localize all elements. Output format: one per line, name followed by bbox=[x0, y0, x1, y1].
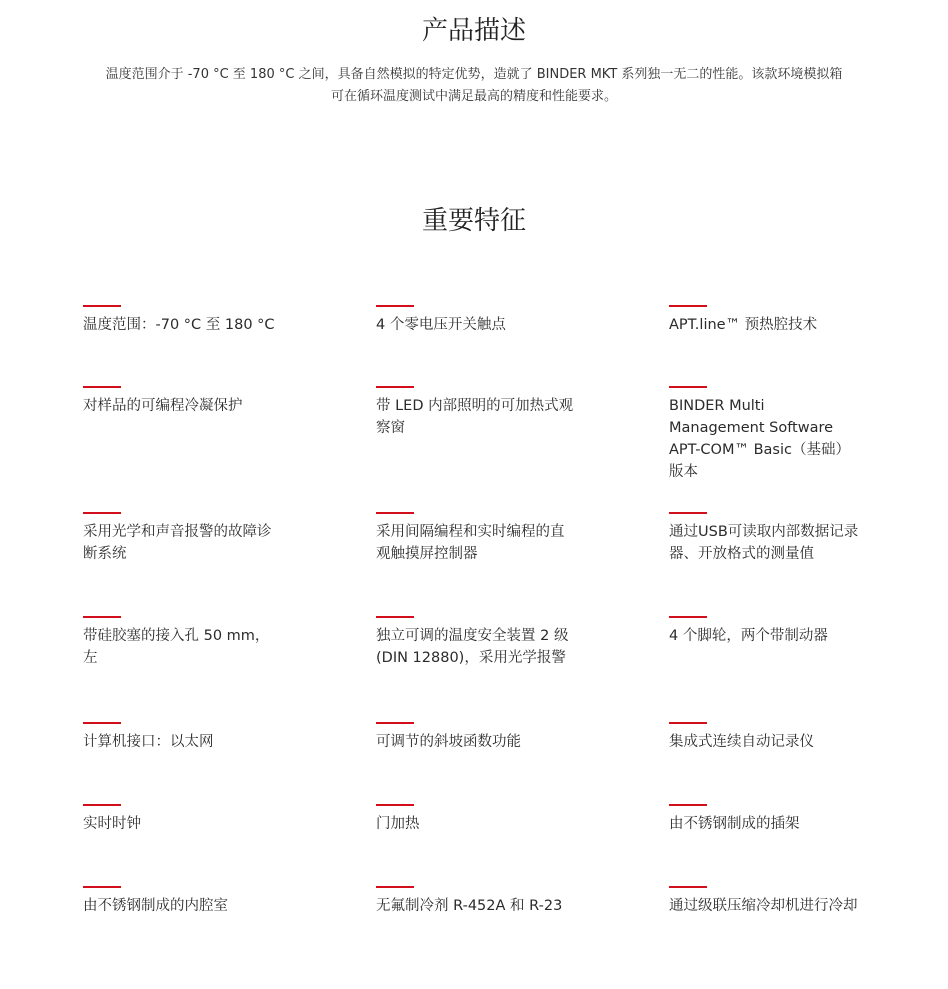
feature-text: 通过USB可读取内部数据记录器、开放格式的测量值 bbox=[669, 524, 859, 562]
feature-text: 带硅胶塞的接入孔 50 mm，左 bbox=[83, 628, 270, 666]
feature-item bbox=[376, 722, 576, 753]
feature-item bbox=[376, 386, 576, 439]
feature-item bbox=[669, 804, 869, 835]
feature-item bbox=[376, 886, 576, 917]
red-accent-line bbox=[669, 386, 707, 388]
feature-text: 温度范围：-70 °C 至 180 °C bbox=[83, 317, 275, 333]
feature-item bbox=[376, 616, 576, 669]
feature-item bbox=[376, 804, 576, 835]
feature-text: 可调节的斜坡函数功能 bbox=[376, 734, 521, 750]
red-accent-line bbox=[376, 512, 414, 514]
feature-item bbox=[83, 804, 283, 835]
feature-item bbox=[83, 386, 283, 417]
description-text: 温度范围介于 -70 °C 至 180 °C 之间，具备自然模拟的特定优势，造就了 BINDER MKT 系列独一无二的性能。该款环境模拟箱可在循环温度测试中满足最高的精度和性能要求。 bbox=[105, 67, 843, 104]
feature-text: 采用光学和声音报警的故障诊断系统 bbox=[83, 524, 272, 562]
feature-text: 由不锈钢制成的插架 bbox=[669, 816, 800, 832]
feature-item bbox=[83, 886, 283, 917]
red-accent-line bbox=[83, 386, 121, 388]
feature-text: 4 个零电压开关触点 bbox=[376, 317, 506, 333]
feature-item bbox=[669, 722, 869, 753]
red-accent-line bbox=[376, 886, 414, 888]
red-accent-line bbox=[83, 886, 121, 888]
feature-item bbox=[376, 305, 576, 336]
feature-item bbox=[669, 616, 869, 647]
feature-item bbox=[83, 722, 283, 753]
feature-text: 计算机接口：以太网 bbox=[83, 734, 214, 750]
description-title: 产品描述 bbox=[421, 16, 526, 46]
feature-item bbox=[83, 616, 283, 669]
feature-text: 对样品的可编程冷凝保护 bbox=[83, 398, 243, 414]
red-accent-line bbox=[376, 722, 414, 724]
feature-text: APT.line™ 预热腔技术 bbox=[669, 317, 818, 333]
feature-text: 无氟制冷剂 R-452A 和 R-23 bbox=[376, 898, 563, 914]
red-accent-line bbox=[669, 722, 707, 724]
red-accent-line bbox=[669, 616, 707, 618]
red-accent-line bbox=[83, 616, 121, 618]
red-accent-line bbox=[376, 616, 414, 618]
red-accent-line bbox=[83, 512, 121, 514]
feature-text: 门加热 bbox=[376, 816, 420, 832]
feature-item bbox=[669, 886, 869, 917]
feature-item bbox=[669, 386, 869, 483]
feature-text: 由不锈钢制成的内腔室 bbox=[83, 898, 228, 914]
red-accent-line bbox=[83, 722, 121, 724]
features-grid bbox=[83, 0, 903, 989]
red-accent-line bbox=[83, 305, 121, 307]
feature-text: BINDER Multi Management Software APT-COM™ Basic（基础）版本 bbox=[669, 398, 850, 480]
feature-text: 独立可调的温度安全装置 2 级 (DIN 12880)，采用光学报警 bbox=[376, 628, 569, 666]
feature-item bbox=[376, 512, 576, 565]
red-accent-line bbox=[376, 804, 414, 806]
feature-text: 实时时钟 bbox=[83, 816, 141, 832]
feature-text: 采用间隔编程和实时编程的直观触摸屏控制器 bbox=[376, 524, 565, 562]
feature-text: 通过级联压缩冷却机进行冷却 bbox=[669, 898, 858, 914]
feature-item bbox=[83, 305, 283, 336]
red-accent-line bbox=[669, 512, 707, 514]
red-accent-line bbox=[83, 804, 121, 806]
feature-text: 带 LED 内部照明的可加热式观察窗 bbox=[376, 398, 574, 436]
feature-item bbox=[83, 512, 283, 565]
feature-item bbox=[669, 305, 869, 336]
red-accent-line bbox=[669, 305, 707, 307]
red-accent-line bbox=[669, 886, 707, 888]
feature-text: 集成式连续自动记录仪 bbox=[669, 734, 814, 750]
features-title: 重要特征 bbox=[421, 206, 526, 236]
feature-text: 4 个脚轮，两个带制动器 bbox=[669, 628, 828, 644]
feature-item bbox=[669, 512, 869, 565]
red-accent-line bbox=[376, 386, 414, 388]
red-accent-line bbox=[376, 305, 414, 307]
red-accent-line bbox=[669, 804, 707, 806]
